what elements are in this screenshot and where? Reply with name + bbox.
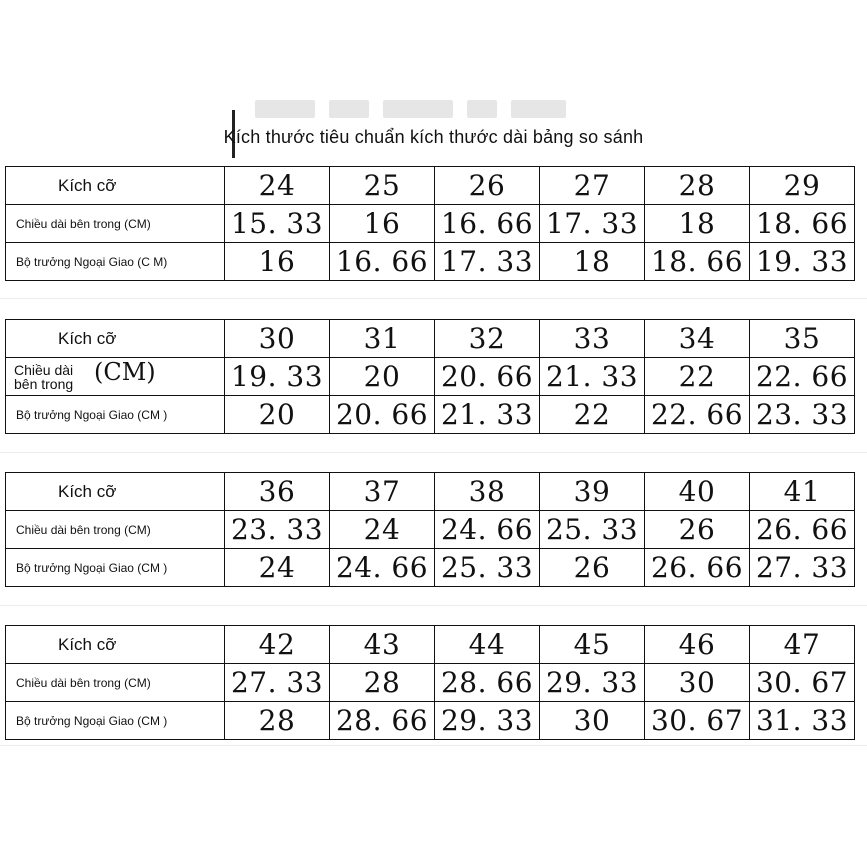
outer-length-label: Bộ trưởng Ngoại Giao (CM )	[6, 396, 225, 434]
size-table-1	[5, 166, 855, 281]
inner-length-cell: 20. 66	[435, 358, 540, 396]
inner-length-cell: 28	[330, 664, 435, 702]
size-cell: 47	[750, 626, 855, 664]
size-label: Kích cỡ	[6, 626, 225, 664]
page-title: Kích thước tiêu chuẩn kích thước dài bảng so sánh	[223, 127, 644, 147]
outer-length-cell: 29. 33	[435, 702, 540, 740]
table-row-sizes	[6, 473, 855, 511]
size-cell: 28	[645, 167, 750, 205]
size-cell: 38	[435, 473, 540, 511]
table-row-outer-length	[6, 396, 855, 434]
inner-length-text: Chiều dài bên trong	[14, 361, 74, 392]
table-row-outer-length	[6, 549, 855, 587]
outer-length-cell: 26. 66	[645, 549, 750, 587]
outer-length-cell: 16. 66	[330, 243, 435, 281]
inner-length-cell: 28. 66	[435, 664, 540, 702]
outer-length-cell: 20	[225, 396, 330, 434]
outer-length-cell: 16	[225, 243, 330, 281]
inner-length-cell: 19. 33	[225, 358, 330, 396]
inner-length-label: Chiều dài bên trong (CM)	[6, 205, 225, 243]
divider	[0, 605, 867, 606]
inner-length-cell: 20	[330, 358, 435, 396]
size-table-2	[5, 319, 855, 434]
table-row-inner-length	[6, 664, 855, 702]
inner-length-cell: 17. 33	[540, 205, 645, 243]
size-label: Kích cỡ	[6, 320, 225, 358]
size-cell: 27	[540, 167, 645, 205]
inner-length-label	[6, 358, 225, 396]
inner-length-cell: 16	[330, 205, 435, 243]
outer-length-cell: 24. 66	[330, 549, 435, 587]
table-row-inner-length	[6, 511, 855, 549]
size-cell: 29	[750, 167, 855, 205]
inner-length-cell: 18	[645, 205, 750, 243]
size-table-3	[5, 472, 855, 587]
outer-length-cell: 31. 33	[750, 702, 855, 740]
outer-length-cell: 30. 67	[645, 702, 750, 740]
size-cell: 26	[435, 167, 540, 205]
size-label: Kích cỡ	[6, 167, 225, 205]
outer-length-cell: 23. 33	[750, 396, 855, 434]
size-cell: 41	[750, 473, 855, 511]
inner-length-cell: 25. 33	[540, 511, 645, 549]
outer-length-cell: 17. 33	[435, 243, 540, 281]
table-row-sizes	[6, 320, 855, 358]
size-cell: 35	[750, 320, 855, 358]
size-cell: 37	[330, 473, 435, 511]
divider	[0, 745, 867, 746]
size-cell: 46	[645, 626, 750, 664]
inner-length-cell: 27. 33	[225, 664, 330, 702]
size-cell: 24	[225, 167, 330, 205]
inner-length-cell: 26. 66	[750, 511, 855, 549]
inner-length-unit: (CM)	[94, 358, 156, 387]
table-row-sizes	[6, 626, 855, 664]
size-cell: 43	[330, 626, 435, 664]
divider	[0, 298, 867, 299]
outer-length-cell: 20. 66	[330, 396, 435, 434]
outer-length-cell: 28. 66	[330, 702, 435, 740]
inner-length-cell: 22. 66	[750, 358, 855, 396]
inner-length-label: Chiều dài bên trong (CM)	[6, 664, 225, 702]
divider	[0, 452, 867, 453]
outer-length-cell: 21. 33	[435, 396, 540, 434]
size-cell: 32	[435, 320, 540, 358]
faded-header-artifact	[255, 96, 615, 122]
table-row-outer-length	[6, 702, 855, 740]
inner-length-cell: 21. 33	[540, 358, 645, 396]
outer-length-cell: 22. 66	[645, 396, 750, 434]
outer-length-cell: 27. 33	[750, 549, 855, 587]
inner-length-cell: 22	[645, 358, 750, 396]
inner-length-cell: 23. 33	[225, 511, 330, 549]
inner-length-cell: 30	[645, 664, 750, 702]
inner-length-cell: 24	[330, 511, 435, 549]
inner-length-cell: 18. 66	[750, 205, 855, 243]
size-label: Kích cỡ	[6, 473, 225, 511]
outer-length-label: Bộ trưởng Ngoại Giao (CM )	[6, 549, 225, 587]
size-table-4	[5, 625, 855, 740]
size-cell: 45	[540, 626, 645, 664]
outer-length-cell: 28	[225, 702, 330, 740]
table-row-outer-length	[6, 243, 855, 281]
size-cell: 40	[645, 473, 750, 511]
outer-length-cell: 24	[225, 549, 330, 587]
outer-length-cell: 18. 66	[645, 243, 750, 281]
inner-length-cell: 26	[645, 511, 750, 549]
outer-length-label: Bộ trưởng Ngoại Giao (CM )	[6, 702, 225, 740]
outer-length-cell: 22	[540, 396, 645, 434]
table-row-inner-length	[6, 358, 855, 396]
size-cell: 31	[330, 320, 435, 358]
size-cell: 25	[330, 167, 435, 205]
size-cell: 39	[540, 473, 645, 511]
outer-length-cell: 19. 33	[750, 243, 855, 281]
table-row-sizes	[6, 167, 855, 205]
size-cell: 30	[225, 320, 330, 358]
outer-length-cell: 26	[540, 549, 645, 587]
inner-length-cell: 24. 66	[435, 511, 540, 549]
size-cell: 34	[645, 320, 750, 358]
inner-length-label: Chiều dài bên trong (CM)	[6, 511, 225, 549]
outer-length-cell: 18	[540, 243, 645, 281]
table-row-inner-length	[6, 205, 855, 243]
size-cell: 42	[225, 626, 330, 664]
inner-length-cell: 16. 66	[435, 205, 540, 243]
inner-length-cell: 30. 67	[750, 664, 855, 702]
size-cell: 44	[435, 626, 540, 664]
inner-length-cell: 15. 33	[225, 205, 330, 243]
outer-length-label: Bộ trưởng Ngoại Giao (C M)	[6, 243, 225, 281]
outer-length-cell: 25. 33	[435, 549, 540, 587]
outer-length-cell: 30	[540, 702, 645, 740]
size-cell: 33	[540, 320, 645, 358]
size-cell: 36	[225, 473, 330, 511]
inner-length-cell: 29. 33	[540, 664, 645, 702]
